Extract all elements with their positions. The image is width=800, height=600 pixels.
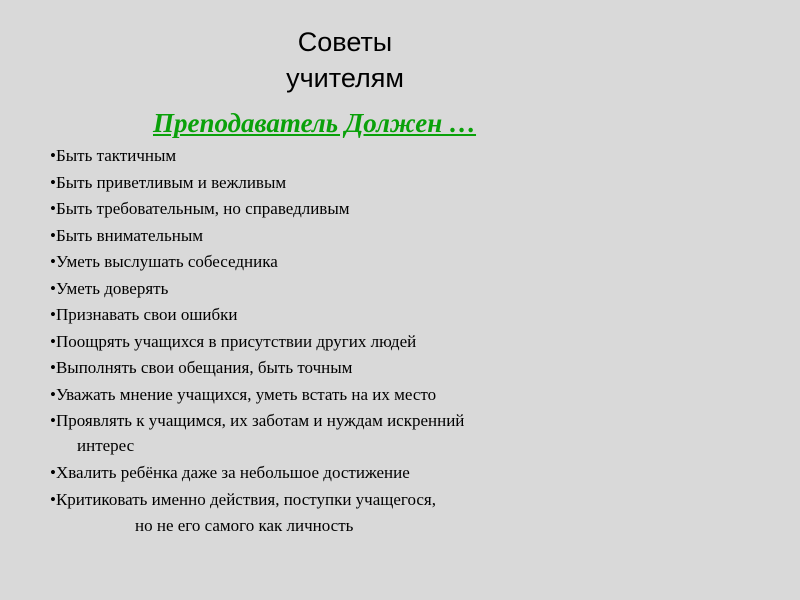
list-item: • Критиковать именно действия, поступки учащегося, xyxy=(50,487,436,514)
list-item: • Поощрять учащихся в присутствии других людей xyxy=(50,329,464,356)
list-item: • Хвалить ребёнка даже за небольшое достижение xyxy=(50,460,436,487)
advice-list-tail xyxy=(50,460,436,513)
list-item: • Быть требовательным, но справедливым xyxy=(50,196,464,223)
advice-list xyxy=(50,143,464,435)
list-item-continuation: интерес xyxy=(77,436,135,455)
list-item-continuation: но не его самого как личность xyxy=(135,516,354,535)
list-item: • Быть внимательным xyxy=(50,223,464,250)
continuation-block-1 xyxy=(50,433,134,460)
title-line-2: учителям xyxy=(286,63,404,93)
page-title xyxy=(0,24,690,96)
list-item: • Уметь доверять xyxy=(50,276,464,303)
list-item: • Выполнять свои обещания, быть точным xyxy=(50,355,464,382)
continuation-block-2 xyxy=(50,513,353,540)
list-item: • Уметь выслушать собеседника xyxy=(50,249,464,276)
title-line-1: Советы xyxy=(297,27,393,57)
list-item: • Проявлять к учащимся, их заботам и нуждам искренний xyxy=(50,408,464,435)
list-item: • Быть тактичным xyxy=(50,143,464,170)
subtitle: Преподаватель Должен … xyxy=(153,108,477,138)
list-item: • Быть приветливым и вежливым xyxy=(50,170,464,197)
list-item: • Уважать мнение учащихся, уметь встать на их место xyxy=(50,382,464,409)
list-item: • Признавать свои ошибки xyxy=(50,302,464,329)
